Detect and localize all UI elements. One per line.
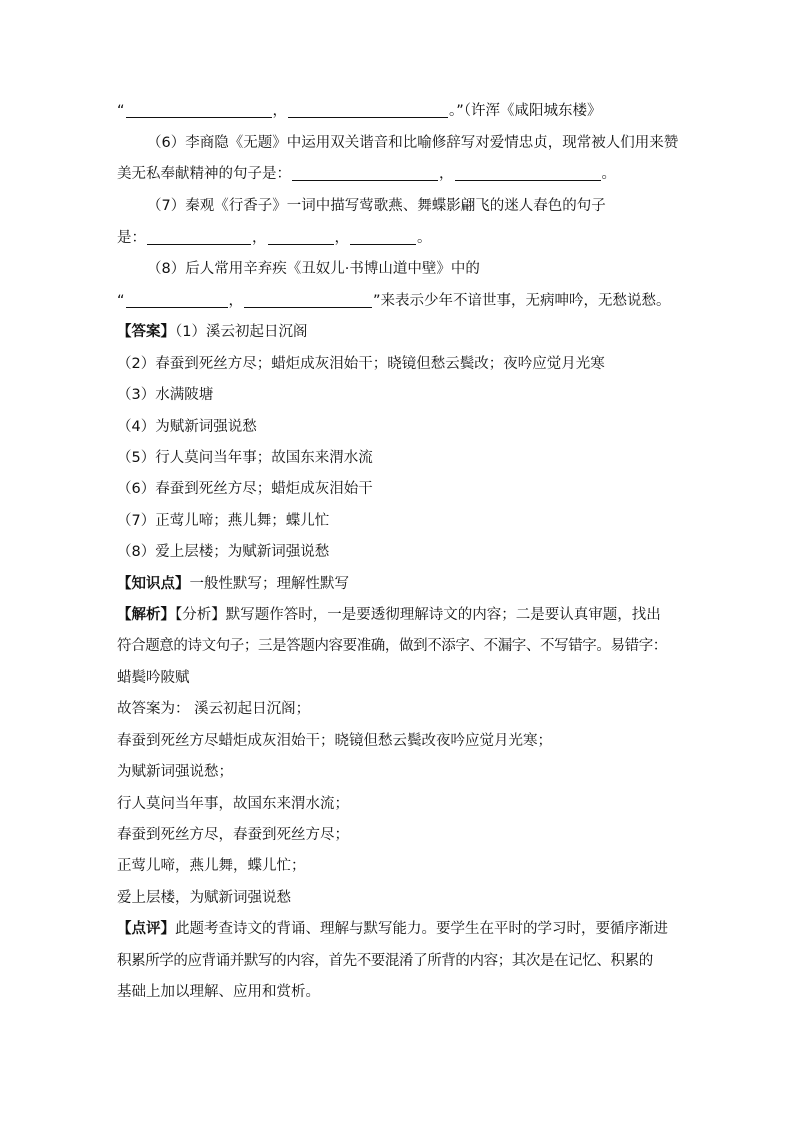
answer-label: 【答案】 (117, 324, 175, 340)
answer-item-8: （8）爱上层楼；为赋新词强说愁 (117, 544, 330, 560)
analysis-line2: 符合题意的诗文句子；三是答题内容要准确，做到不添字、不漏字、不写错字。易错字： (117, 638, 667, 654)
analysis-label: 【解析】 (117, 607, 175, 623)
analysis-answer-line: 正莺儿啼，燕儿舞，蝶儿忙； (117, 858, 306, 874)
analysis-answer-line: 为赋新词强说愁； (117, 764, 233, 780)
analysis-line3: 蜡鬓吟陂赋 (117, 670, 190, 686)
answer-item-4: （4）为赋新词强说愁 (117, 419, 257, 435)
comment-line3: 基础上加以理解、应用和赏析。 (117, 984, 320, 1000)
question-7-line2: 是： ， ， 。 (117, 230, 432, 246)
comment-line2: 积累所学的应背诵并默写的内容，首先不要混淆了所背的内容；其次是在记忆、积累的 (117, 953, 653, 969)
answer-item-2: （2）春蚕到死丝方尽；蜡炬成灰泪始干；晓镜但愁云鬓改；夜吟应觉月光寒 (117, 356, 605, 372)
analysis-answer-line: 春蚕到死丝方尽，春蚕到死丝方尽； (117, 827, 349, 843)
analysis-answer-line: 爱上层楼，为赋新词强说愁 (117, 890, 291, 906)
answer-item-7: （7）正莺儿啼；燕儿舞；蝶儿忙 (117, 513, 330, 529)
answer-blank[interactable] (350, 229, 416, 245)
answer-blank[interactable] (292, 165, 438, 181)
analysis-answer-line: 行人莫问当年事，故国东来渭水流； (117, 796, 349, 812)
knowledge-label: 【知识点】 (117, 576, 190, 592)
answer-item-5: （5）行人莫问当年事；故国东来渭水流 (117, 450, 373, 466)
answer-blank[interactable] (126, 292, 228, 308)
question-8-line2: “ ， ”来表示少年不谙世事，无病呻吟，无愁说愁。 (117, 293, 671, 309)
comment-label: 【点评】 (117, 921, 175, 937)
analysis-line1: 【解析】【分析】默写题作答时，一是要透彻理解诗文的内容；二是要认真审题，找出 (117, 607, 661, 623)
comment-line1: 【点评】此题考查诗文的背诵、理解与默写能力。要学生在平时的学习时，要循序渐进 (117, 921, 668, 937)
answer-blank[interactable] (455, 165, 601, 181)
q5-tail: “ ， 。”（许浑《咸阳城东楼》 (117, 103, 602, 119)
analysis-answer-intro: 故答案为： 溪云初起日沉阁； (117, 701, 311, 717)
analysis-sublabel: 【分析】 (175, 607, 226, 623)
question-6-line1: （6）李商隐《无题》中运用双关谐音和比喻修辞写对爱情忠贞，现常被人们用来赞 (147, 135, 679, 151)
question-6-line2: 美无私奉献精神的句子是： ， 。 (117, 166, 616, 182)
answer-blank[interactable] (268, 229, 334, 245)
question-8-line1: （8）后人常用辛弃疾《丑奴儿·书博山道中壁》中的 (147, 261, 480, 277)
answer-blank[interactable] (288, 102, 448, 118)
answer-blank[interactable] (126, 102, 272, 118)
answer-blank[interactable] (147, 229, 251, 245)
answer-blank[interactable] (244, 292, 372, 308)
answer-item-1: 【答案】（1）溪云初起日沉阁 (117, 324, 308, 340)
answer-item-6: （6）春蚕到死丝方尽；蜡炬成灰泪始干 (117, 481, 373, 497)
analysis-answer-line: 春蚕到死丝方尽蜡炬成灰泪始干；晓镜但愁云鬓改夜吟应觉月光寒； (117, 733, 552, 749)
answer-item-3: （3）水满陂塘 (117, 387, 214, 403)
question-7-line1: （7）秦观《行香子》一词中描写莺歌燕、舞蝶影翩飞的迷人春色的句子 (147, 198, 606, 214)
knowledge-point: 【知识点】一般性默写；理解性默写 (117, 576, 349, 592)
